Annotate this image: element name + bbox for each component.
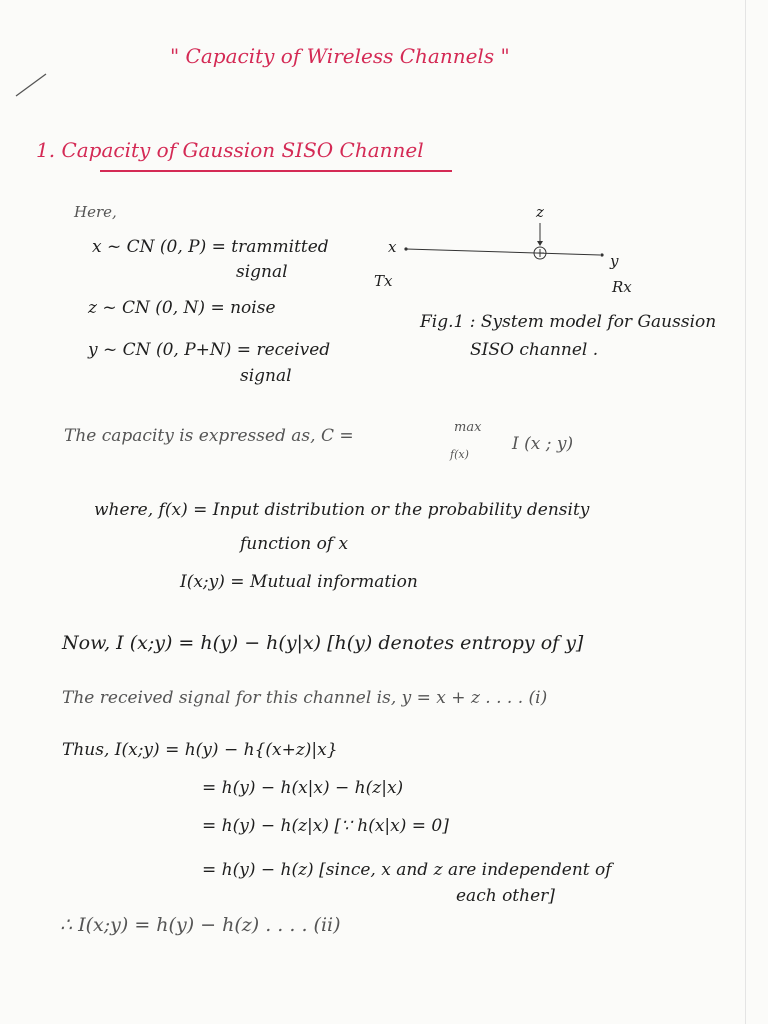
fig-rx-label: Rx bbox=[612, 278, 632, 296]
system-model-diagram bbox=[400, 215, 620, 275]
derivation-step-2: = h(y) − h(x|x) − h(z|x) bbox=[202, 778, 404, 798]
derivation-step-4-cont: each other] bbox=[456, 886, 555, 906]
page-title: " Capacity of Wireless Channels " bbox=[170, 44, 510, 68]
section-heading: 1. Capacity of Gaussion SISO Channel bbox=[36, 138, 424, 162]
def-transmitted: x ~ CN (0, P) = trammitted bbox=[92, 237, 329, 257]
figure-caption-line2: SISO channel . bbox=[470, 340, 599, 360]
page-edge-line bbox=[745, 0, 746, 1024]
max-operator: max bbox=[454, 420, 482, 435]
where-line-1: where, f(x) = Input distribution or the probability density bbox=[94, 500, 590, 520]
fig-z-label: z bbox=[536, 203, 544, 221]
therefore-line: ∴ I(x;y) = h(y) − h(z) . . . . (ii) bbox=[60, 914, 341, 936]
def-received: y ~ CN (0, P+N) = received bbox=[88, 340, 331, 360]
where-line-3: I(x;y) = Mutual information bbox=[180, 572, 418, 592]
figure-caption-line1: Fig.1 : System model for Gaussion bbox=[420, 312, 717, 332]
max-subscript: f(x) bbox=[450, 448, 469, 461]
received-signal-line: The received signal for this channel is, y = x + z . . . . (i) bbox=[62, 688, 548, 708]
here-label: Here, bbox=[74, 203, 117, 221]
derivation-step-4: = h(y) − h(z) [since, x and z are independent of bbox=[202, 860, 612, 880]
derivation-step-3: = h(y) − h(z|x) [∵ h(x|x) = 0] bbox=[202, 816, 449, 836]
fig-y-label: y bbox=[610, 252, 619, 270]
def-transmitted-signal: signal bbox=[236, 262, 288, 282]
mutual-information-term: I (x ; y) bbox=[512, 434, 574, 454]
thus-line: Thus, I(x;y) = h(y) − h{(x+z)|x} bbox=[62, 740, 338, 760]
fig-x-label: x bbox=[388, 238, 397, 256]
where-line-2: function of x bbox=[240, 534, 349, 554]
capacity-expression: The capacity is expressed as, C = bbox=[64, 426, 354, 446]
now-entropy-line: Now, I (x;y) = h(y) − h(y|x) [h(y) denotes entropy of y] bbox=[62, 632, 584, 654]
def-noise: z ~ CN (0, N) = noise bbox=[88, 298, 276, 318]
fig-tx-label: Tx bbox=[374, 272, 393, 290]
def-received-signal: signal bbox=[240, 366, 292, 386]
pen-stroke-mark bbox=[14, 72, 48, 98]
section-heading-underline bbox=[100, 170, 452, 172]
